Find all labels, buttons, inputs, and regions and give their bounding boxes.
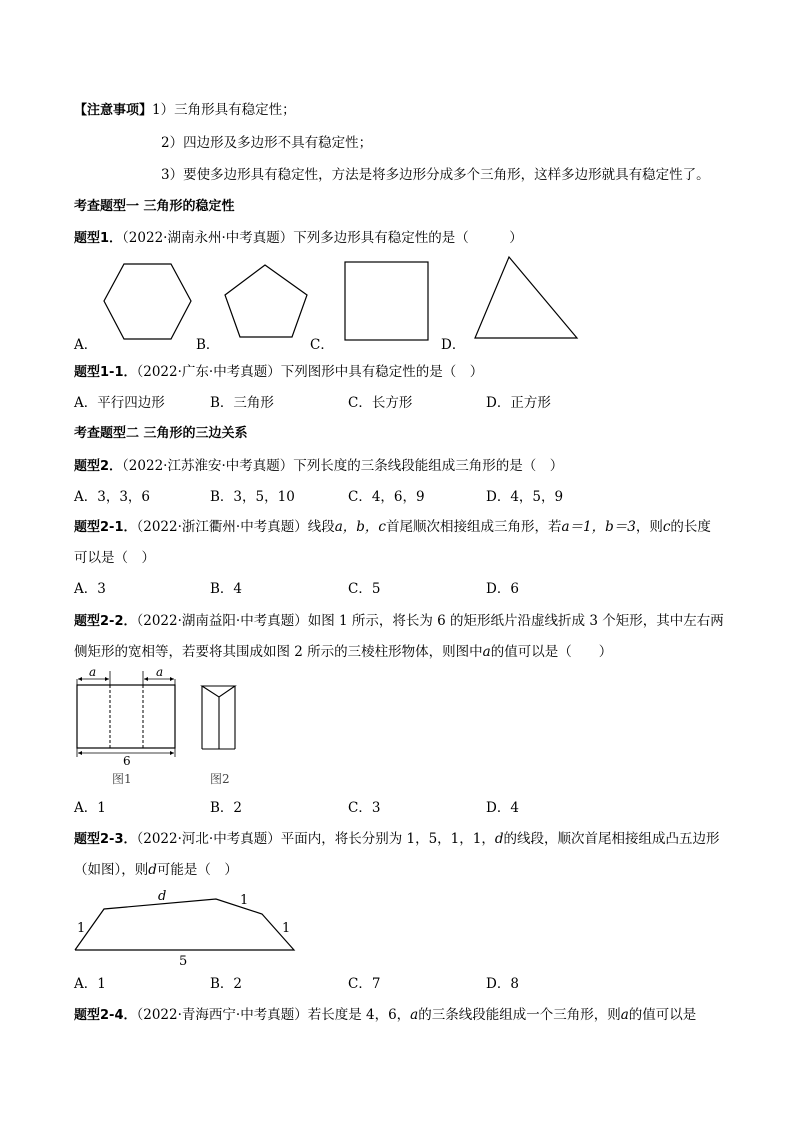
q2-2-text-line1: （2022·湖南益阳·中考真题）如图 1 所示，将长为 6 的矩形纸片沿虚线折成 3 个矩形，其中左右两: [136, 613, 724, 629]
question-2-2: [74, 612, 724, 631]
label-1-top: 1: [240, 893, 249, 908]
q2-2-option-d: D．4: [486, 800, 519, 816]
q2-2-option-a: A．1: [74, 800, 106, 816]
q2-option-b: B．3，5，10: [210, 489, 295, 505]
q1-text: （2022·湖南永州·中考真题）下列多边形具有稳定性的是（ ）: [122, 230, 523, 246]
q2-1-cond: a＝1，b＝3: [561, 519, 636, 535]
q2-3-var: d: [494, 831, 504, 847]
q1-option-d: D．: [441, 337, 466, 353]
question-2-4: [74, 1006, 696, 1025]
q2-1-option-d: D．6: [486, 581, 519, 597]
square-figure: [344, 261, 434, 343]
question-2-1: [74, 518, 711, 537]
fig1-caption: 图1: [112, 772, 132, 786]
q2-3-option-a: A．1: [74, 976, 106, 992]
fig1-label-a-left: a: [89, 665, 97, 679]
q1-1-option-b: B．三角形: [210, 395, 274, 411]
q2-4-text-a: （2022·青海西宁·中考真题）若长度是 4，6，: [136, 1007, 411, 1023]
fig2-caption: 图2: [210, 772, 230, 786]
question-2-3: [74, 830, 720, 849]
q1-option-a: A．: [74, 337, 98, 353]
q2-4-var2: a: [620, 1007, 629, 1023]
q1-1-label: 题型1-1．: [74, 365, 137, 380]
hexagon-figure: [100, 263, 195, 343]
q1-option-c: C．: [310, 337, 334, 353]
q1-1-option-a: A．平行四边形: [74, 395, 165, 411]
q2-4-text-c: 的值可以是: [628, 1007, 697, 1023]
q1-1-option-d: D．正方形: [486, 395, 551, 411]
question-1: [74, 229, 523, 248]
note-item-2: 2）四边形及多边形不具有稳定性；: [161, 135, 373, 151]
label-5: 5: [179, 954, 188, 969]
q2-option-d: D．4，5，9: [486, 489, 564, 505]
figure-1-unfolded-rectangle: [72, 665, 182, 787]
pentagon-figure: [222, 263, 312, 343]
q2-3-option-b: B．2: [210, 976, 243, 992]
q2-4-text-b: 的三条线段能组成一个三角形，则: [418, 1007, 621, 1023]
convex-pentagon-figure: [70, 883, 300, 968]
note-item-3: 3）要使多边形具有稳定性，方法是将多边形分成多个三角形，这样多边形就具有稳定性了。: [161, 167, 710, 183]
q1-label: 题型1．: [74, 231, 123, 246]
q1-option-b: B．: [196, 337, 220, 353]
q2-3-text-line1a: （2022·河北·中考真题）平面内，将长分别为 1，5，1，1，: [136, 831, 495, 847]
note-item-1: 1）三角形具有稳定性；: [152, 102, 296, 118]
q2-1-text-d: 的长度: [670, 519, 711, 535]
q2-1-var-c: c: [662, 519, 671, 535]
q2-2-var: a: [482, 644, 491, 660]
q2-label: 题型2．: [74, 459, 123, 474]
fig1-label-a-right: a: [156, 665, 164, 679]
q2-1-label: 题型2-1．: [74, 520, 137, 535]
q2-2-text-line2b: 的值可以是（ ）: [490, 644, 613, 660]
q2-option-a: A．3，3，6: [74, 489, 151, 505]
q2-4-label: 题型2-4．: [74, 1008, 137, 1023]
q2-3-option-d: D．8: [486, 976, 519, 992]
notes-label: 【注意事项】: [74, 103, 153, 118]
q2-2-text-line2: [74, 643, 612, 661]
q2-1-text-c: ，则: [635, 519, 663, 535]
q2-1-text-b: 首尾顺次相接组成三角形，若: [385, 519, 562, 535]
q2-2-option-b: B．2: [210, 800, 243, 816]
question-1-1: [74, 363, 483, 382]
q2-2-label: 题型2-2．: [74, 614, 137, 629]
label-d: d: [158, 889, 167, 904]
question-2: [74, 457, 563, 476]
q2-1-text-line2: 可以是（ ）: [74, 550, 155, 566]
q2-1-option-b: B．4: [210, 581, 243, 597]
q2-1-option-a: A．3: [74, 581, 106, 597]
section-title-1: 考查题型一 三角形的稳定性: [74, 199, 235, 214]
notes-line-1: [74, 101, 296, 120]
q2-2-text-line2a: 侧矩形的宽相等，若要将其围成如图 2 所示的三棱柱形物体，则图中: [74, 644, 483, 660]
q2-1-text-a: （2022·浙江衢州·中考真题）线段: [136, 519, 335, 535]
q2-3-text-line2: [74, 861, 238, 879]
figure-2-triangular-prism: [198, 683, 258, 787]
q2-3-text-line1b: 的线段，顺次首尾相接组成凸五边形: [503, 831, 720, 847]
q1-1-text: （2022·广东·中考真题）下列图形中具有稳定性的是（ ）: [136, 364, 484, 380]
fig1-label-length: 6: [123, 754, 131, 768]
section-title-2: 考查题型二 三角形的三边关系: [74, 426, 248, 441]
label-1-left: 1: [77, 921, 86, 936]
q2-option-c: C．4，6，9: [348, 489, 425, 505]
q2-text: （2022·江苏淮安·中考真题）下列长度的三条线段能组成三角形的是（ ）: [122, 458, 564, 474]
triangle-figure: [473, 256, 581, 342]
q2-3-option-c: C．7: [348, 976, 381, 992]
q2-3-text-line2a: （如图），则: [74, 862, 149, 878]
q2-1-vars: a，b，c: [334, 519, 386, 535]
q2-3-text-line2b: 可能是（ ）: [156, 862, 238, 878]
label-1-right: 1: [282, 921, 291, 936]
q2-3-var2: d: [148, 862, 157, 878]
q2-4-var: a: [410, 1007, 419, 1023]
q2-2-option-c: C．3: [348, 800, 381, 816]
q2-1-option-c: C．5: [348, 581, 381, 597]
q2-3-label: 题型2-3．: [74, 832, 137, 847]
q1-1-option-c: C．长方形: [348, 395, 413, 411]
